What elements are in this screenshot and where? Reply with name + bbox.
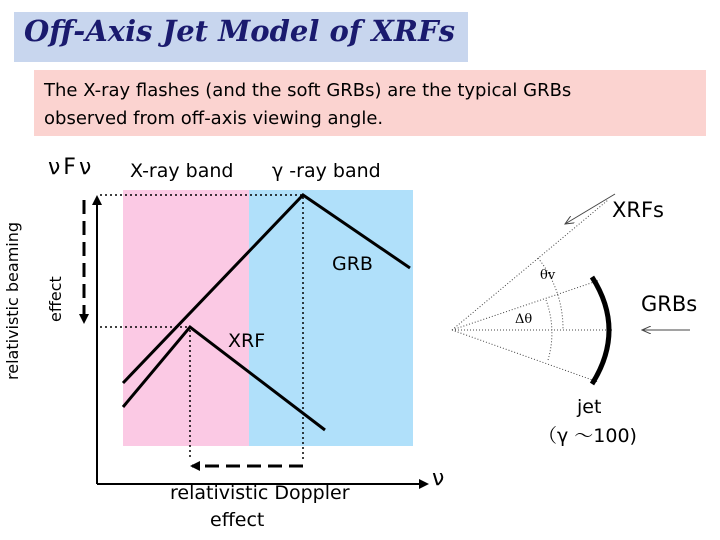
xrf-label: XRF xyxy=(228,330,266,352)
nu-axis-label: ν xyxy=(432,466,445,491)
viewing-line-lower xyxy=(452,330,598,382)
relativistic-beaming-label: relativistic beaming xyxy=(3,221,22,380)
xray-band-label: X-ray band xyxy=(130,160,234,182)
xrfs-observer-arrow xyxy=(565,194,615,224)
grbs-label: GRBs xyxy=(641,292,698,316)
doppler-label: relativistic Doppler xyxy=(170,482,350,504)
jet-label: jet xyxy=(577,396,602,418)
nu-f-nu-label: νFν xyxy=(48,155,95,180)
grb-label: GRB xyxy=(332,253,373,275)
delta-theta-label: Δθ xyxy=(515,312,533,327)
jet-gamma-label: （γ ～100) xyxy=(538,425,637,447)
beaming-effect-label: effect xyxy=(46,276,65,322)
theta-v-label: θv xyxy=(540,268,556,283)
doppler-effect-label: effect xyxy=(210,509,265,531)
line-of-sight xyxy=(452,200,608,330)
gamma-band-region xyxy=(249,190,413,446)
gamma-band-label: γ -ray band xyxy=(272,160,381,182)
subtitle: The X-ray flashes (and the soft GRBs) are the typical GRBs observed from off-axis viewing angle. xyxy=(44,80,572,129)
xrfs-label: XRFs xyxy=(612,198,664,222)
jet-shell xyxy=(592,277,609,384)
page-title: Off-Axis Jet Model of XRFs xyxy=(24,14,455,48)
